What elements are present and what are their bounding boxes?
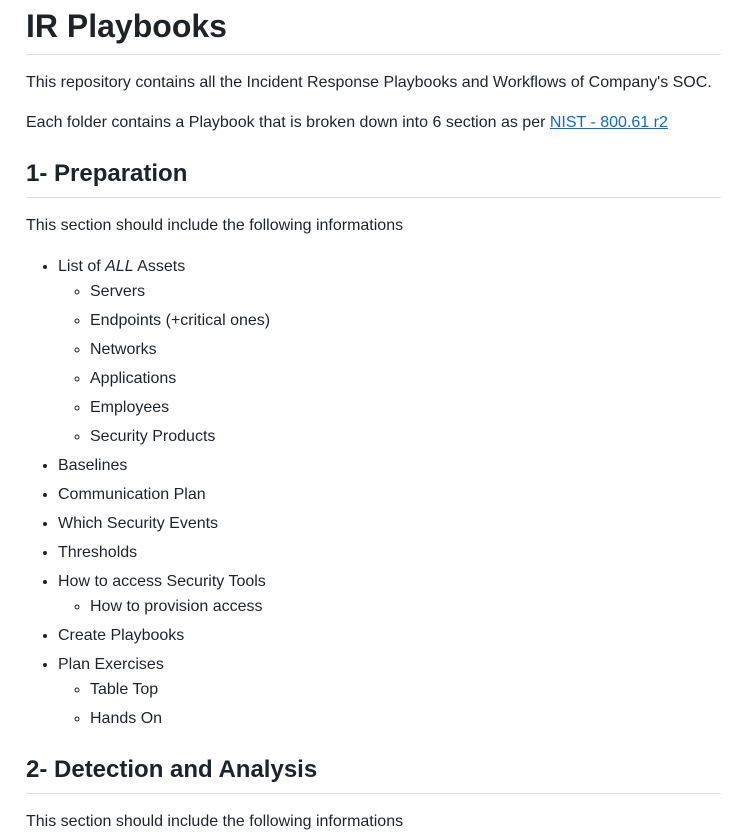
intro-paragraph-1: This repository contains all the Incident Response Playbooks and Workflows of Company's SOC. [26,74,712,91]
section-intro-preparation: This section should include the following informations [26,217,404,234]
list-item-label: Assets [133,258,186,275]
sub-list-item: ◦ Hands On [90,706,721,731]
preparation-list [26,254,721,731]
sub-list-item: ◦ Table Top [90,677,721,702]
sub-list-item: ◦ Applications [90,366,721,391]
list-item-label: Plan Exercises [58,656,164,673]
list-item-label: How to access Security Tools [58,573,266,590]
assets-sublist [58,279,721,449]
list-item-emphasis: ALL [105,258,134,275]
list-item-create-playbooks: • Create Playbooks [58,623,721,648]
intro-paragraph-2-text: Each folder contains a Playbook that is broken down into 6 section as per [26,114,550,131]
list-item-plan-exercises [58,652,721,731]
sub-list-item: ◦ Endpoints (+critical ones) [90,308,721,333]
sub-list-item: ◦ Security Products [90,424,721,449]
page-title: IR Playbooks [26,0,721,55]
sub-list-item: ◦ Employees [90,395,721,420]
list-item-security-tools [58,569,721,619]
security-tools-sublist [58,594,721,619]
list-item-label: List of [58,258,106,275]
sub-list-item: ◦ Servers [90,279,721,304]
section-heading-detection: 2- Detection and Analysis [26,755,721,794]
exercises-sublist [58,677,721,731]
list-item-baselines: • Baselines [58,453,721,478]
nist-link[interactable]: NIST - 800.61 r2 [549,114,668,131]
list-item-assets [58,254,721,449]
sub-list-item: ◦ How to provision access [90,594,721,619]
list-item-security-events: • Which Security Events [58,511,721,536]
section-intro-detection: This section should include the following informations [26,813,404,830]
intro-paragraph-2 [26,111,721,135]
sub-list-item: ◦ Networks [90,337,721,362]
section-heading-preparation: 1- Preparation [26,159,721,198]
list-item-communication-plan: • Communication Plan [58,482,721,507]
list-item-thresholds: • Thresholds [58,540,721,565]
